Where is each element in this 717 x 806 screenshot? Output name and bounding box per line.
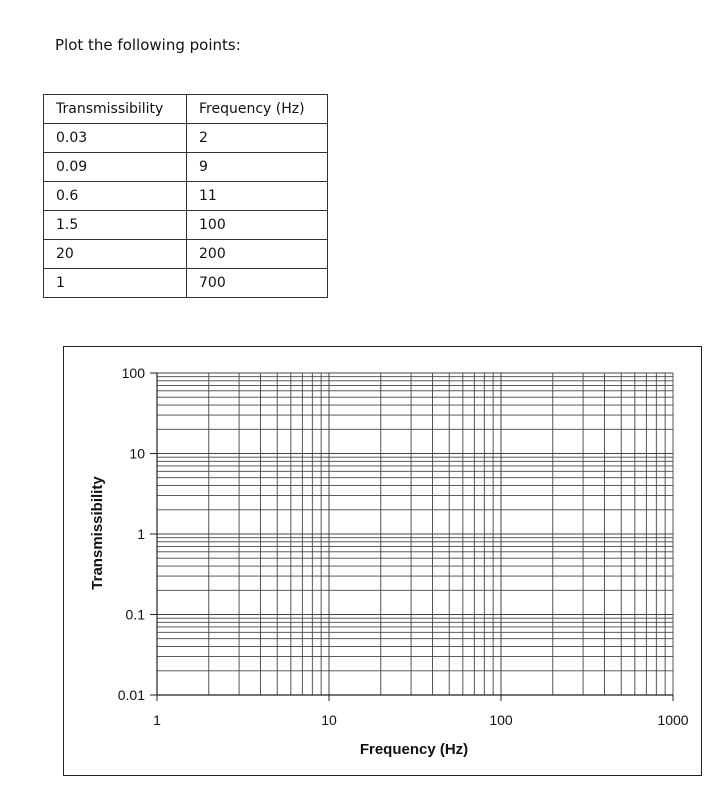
y-tick-label: 10	[129, 445, 145, 462]
y-axis-title: Transmissibility	[89, 476, 106, 590]
table-header-transmissibility: Transmissibility	[44, 95, 187, 124]
table-cell-frequency: 100	[187, 211, 328, 240]
table-cell-frequency: 700	[187, 269, 328, 298]
table-cell-frequency: 11	[187, 182, 328, 211]
x-tick-label: 10	[321, 712, 337, 728]
x-tick-label: 1	[153, 712, 161, 728]
y-tick-label: 0.1	[125, 606, 145, 623]
table-cell-frequency: 2	[187, 124, 328, 153]
table-cell-transmissibility: 1	[44, 269, 187, 298]
x-axis-title: Frequency (Hz)	[359, 741, 469, 758]
y-tick-label: 1	[137, 526, 145, 542]
instruction-text: Plot the following points:	[55, 36, 241, 54]
table-cell-frequency: 200	[187, 240, 328, 269]
y-tick-label: 0.01	[117, 687, 145, 703]
table-cell-transmissibility: 1.5	[44, 211, 187, 240]
table-header-frequency: Frequency (Hz)	[187, 95, 328, 124]
y-tick-label: 100	[121, 365, 145, 381]
grid-layer	[157, 373, 673, 695]
table-cell-transmissibility: 0.09	[44, 153, 187, 182]
table-cell-frequency: 9	[187, 153, 328, 182]
table-cell-transmissibility: 0.03	[44, 124, 187, 153]
table-cell-transmissibility: 0.6	[44, 182, 187, 211]
x-tick-label: 1000	[657, 712, 689, 728]
x-tick-label: 100	[489, 712, 513, 728]
table-cell-transmissibility: 20	[44, 240, 187, 269]
